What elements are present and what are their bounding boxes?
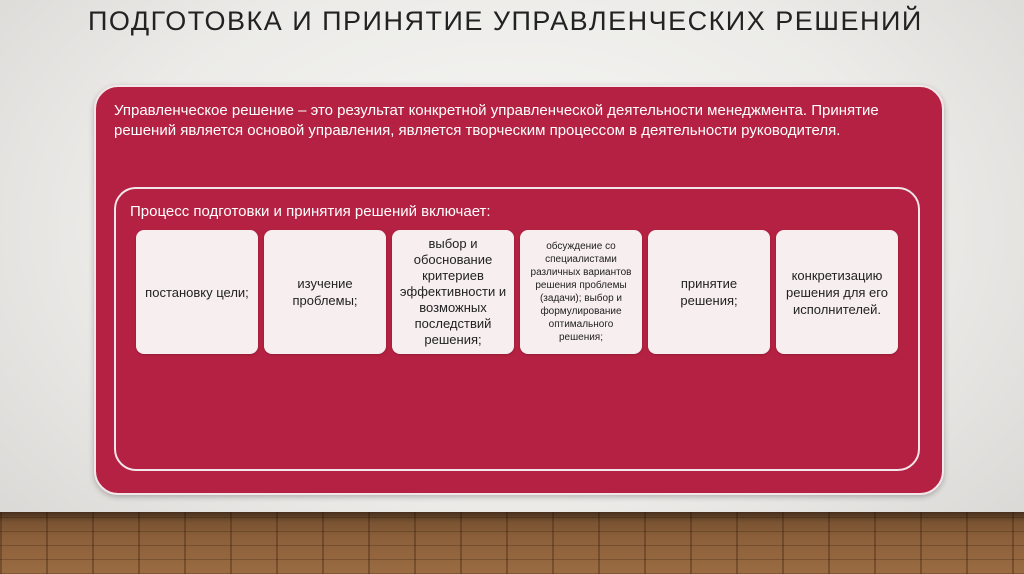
step-text: конкретизацию решения для его исполнителей. — [786, 267, 888, 317]
step-text: обсуждение со специалистами различных вариантов решения проблемы (задачи); выбор и формулирование оптимального решения; — [530, 241, 632, 343]
step-text: выбор и обоснование критериев эффективности и возможных последствий решения; — [399, 236, 507, 347]
wooden-floor — [0, 512, 1024, 574]
step-card — [136, 230, 258, 354]
step-card — [264, 230, 386, 354]
slide-title: ПОДГОТОВКА И ПРИНЯТИЕ УПРАВЛЕНЧЕСКИХ РЕШЕНИЙ — [88, 6, 923, 36]
step-card — [648, 230, 770, 354]
step-card — [392, 230, 514, 354]
intro-text: Управленческое решение – это результат конкретной управленческой деятельности менеджмента. Принятие решений является основой управления, является творческим процессом в деятельности руководителя. — [114, 102, 879, 139]
process-label: Процесс подготовки и принятия решений включает: — [130, 203, 491, 220]
step-card — [776, 230, 898, 354]
step-text: принятие решения; — [680, 276, 738, 308]
step-text: изучение проблемы; — [292, 276, 358, 308]
step-text: постановку цели; — [145, 284, 249, 300]
step-card — [520, 230, 642, 354]
